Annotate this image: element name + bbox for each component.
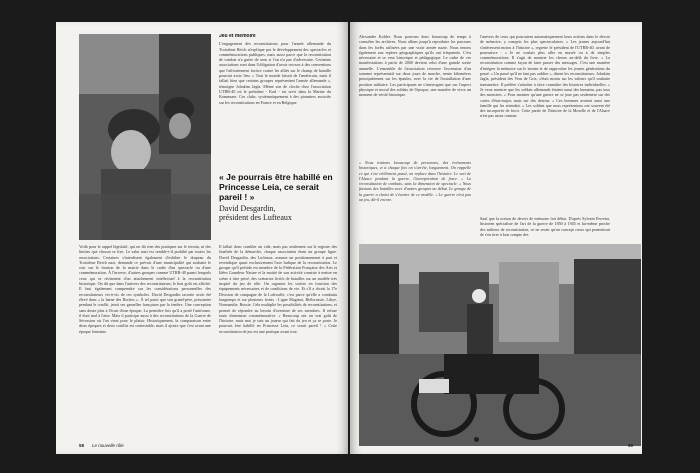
photo-boy-helmet xyxy=(79,34,211,240)
page-number-right: 59 xyxy=(627,443,633,448)
quote-author: David Desgardin, xyxy=(219,204,276,213)
section-name: Le nouvelle rôle xyxy=(92,443,124,448)
section-heading: Jeu et mémoire xyxy=(219,34,256,39)
pull-quote: « Je pourrais être habillé en Princesse Leia, ce serait pareil ! » xyxy=(219,172,333,202)
left-column-top xyxy=(219,34,331,158)
page-marker-dot xyxy=(474,437,479,442)
photo-motorcycle xyxy=(359,244,641,446)
left-column-bottom xyxy=(79,244,211,436)
right-page-column-right xyxy=(480,34,610,214)
right-column-bottom xyxy=(219,244,337,436)
right-page-column-right-end xyxy=(480,216,610,242)
article-text: Alexandre Kohler. Nous pouvons donc beaucoup de temps à consulter les archives. Nous allons jusqu'à reproduire les parcours dans les forêts utilisées par une vraie armée nazie. Nous tenons également aux repères géographiques qu'ils ont fréquentés. C'est nécessaire et se veut historique et pédagogique. Le cadre de ces manifestations à partir de 2000 devient celui d'une grande sortie annuelle. L'ensemble de l'association retrouve l'ascension d'un sommet représentatif sur deux jours de marche, trente kilomètres principalement sur les épaules, avec la vie de l'installation d'une position militaire. Les participants ne s'interrogent que sur l'aspect physique et moral des soldats de l'époque, une manière de vivre un moment de vérité historique. xyxy=(359,34,471,98)
right-page-column-left-mid xyxy=(359,160,471,234)
left-page xyxy=(56,22,348,454)
article-text: l'univers de ceux qui pourraient automatiquement leurs actions dans le devoir de mémoire, y compris les plus spectaculaires. « Les jeunes aujourd'hui s'intéressent moins à l'histoire », regrette le président de l'UTRR-40, avant de poursuivre : « Je ne voulais plus aller en musée ou à de simples commémorations. Il s'agit de montrer les choses au-delà du livre. » La reconstitution comme façon de faire passer des messages. C'est une manière d'intégrer la mémoire sur le terrain et de rapprocher les jeunes générations du passé. « Un passé qu'il ne faut pas oublier », disent les reconstituteurs. Johakim Jagla, président des Veru de Grix, s'était moins sur les valeurs qu'il souhaite transmettre. Il préfère s'attacher à faire connaître des histoires individuelles. « Je veux montrer que les soldats allemands étaient aussi des humains, pas tous des monstres. » Pour montrer qu'une guerre ne se joue pas seulement sur des cartes d'état-major, mais sur des destins. « Ces hommes avaient aussi une famille qui les attendait. » Les soldats que nous représentons ont souvent été des incorporés de force. Cette partie de l'histoire de la Moselle et de l'Alsace n'est pas assez connue. xyxy=(480,34,610,119)
page-number-left: 58 xyxy=(79,443,85,448)
article-text: « Nous traitons beaucoup de personnes, des événements historiques, et à chaque fois on s'arrête, longuement. On rappelle ce qui s'est réellement passé, on replace dans l'histoire. Le sort de l'Alsace pendant la guerre, l'incorporation de force. » La reconstitution de combats, sans la dimension de spectacle. « Nous faisions des batailles avec d'autres groupes au début. Le groupe de la guerre a choisi de s'écarter de ce modèle. » Le guerre n'est pas un jeu, dit-il encore. xyxy=(359,160,471,203)
article-text: Sauf que la notion de devoir de mémoire fait débat. D'après Sylvain Ferreira, historien spécialiste de l'art de la guerre de 1850 à 1945 et lui-même proche des milieux de reconstitution, ce ne serait qu'un concept creux qui permettrait de s'en tirer à bon compte des xyxy=(480,216,610,237)
right-page xyxy=(350,22,642,454)
quote-author-role: président des Lufteaux xyxy=(219,213,292,222)
article-text: Voilà pour le rappel législatif, qui ne dit rien des pratiques sur le terrain, ni des limites que chacun se fixe. Le salut nazi est semble-t-il prohibé par toutes les associations. Certaines s'interdisent également d'exhiber le drapeau du Troisième Reich nazi, demande ce prévoir d'une municipalité qui souhaite le voir sur le fronton de la mairie dans le cadre d'un spectacle ou d'une commémoration. À l'inverse, d'autres groupes comme UTRR-40 parmi lesquels ceux qui se réclament d'un attachement intellectuel à la reconstitution historique. On dit que dans l'univers des reconstituteurs, le bon goût est affiché. Il faut également comprendre sur les considérations personnelles des reconstituteurs vis-à-vis de ces symboles. David Desgardin raconte avoir été élevé dans « la haine des Boches ». À tel point que son grand-père, prisonnier pendant le conflit, jetait ses gamelles françaises par la fenêtre. Une conception sans doute plus à l'écart d'une époque. La première fois qu'il a porté l'uniforme, il était mal à l'aise. Mais il participe aussi à des reconstitutions de la Guerre de Sécession où l'on vient pour le plaisir. Historiquement, la comparaison entre deux époques et deux conflits est contestable, mais il ajoute que c'est avant une époque lointaine. xyxy=(79,244,211,334)
right-page-column-left-top xyxy=(359,34,471,158)
article-text: Il fallait donc combler un vide, mais pas seulement sur le registre des finalités de la démarche, chaque association étant un groupe ligue. David Desgardin, des Lufteaux, assume un positionnement à part et revendique quasi exclusivement l'axe ludique de la reconstitution. Le groupe qu'il préside est membre de la Fédération Française des Arts et Idées Grandeur Nature et la moitié de son activité consiste à mettre en scène à titre privé, des scénarios fictifs de batailles sur un modèle très inspiré du jeu de rôle. On organise les sorties en fonction des équipements nécessaires et de conditions de vie. Et s'il a choisi la 17e Division de campagne de la Luftwaffe, c'est parce qu'elle a combattu longtemps et sur plusieurs fronts : Ligne Maginot, Biélorussie, Libye, Normandie, Russie. Cela multiplie les possibilités de reconstitutions, et permet de répondre au besoin d'aventure de ses membres. Il refuse toute dimension commémorative. « Beaucoup ont un vrai goût de l'histoire, mais moi je suis un joueur qui fait du jeu et ça se porte. Je pourrais être habillé en Princesse Leia, ce serait pareil ! » Cette reconstitution de jeu est une pratique avant tout. xyxy=(219,244,337,334)
article-text: L'engagement des reconstituteurs pour l'armée allemande du Troisième Reich n'explique par le développement des spectacles et commémorations publiques, mais aussi parce que la reconstitution de combat n'a guère de sens si l'on n'a pas d'adversaire. Certaines associations sont dans l'obligation d'avoir recours à des conventions que l'affrontement factice contre les alliés sur le champ de bataille pourrait avoir lieu. « Tout le monde faisait de l'américain, mais il fallait bien que certains groupes représentent l'armée allemande », témoigne Johakim Jagla. Même son de cloche chez l'association UTRR-40 où le président - Karl - est servi dans la Marine du Kommune. Ces clubs, systématiquement à des pionniers associés sur les reconstitutions en France et en Belgique. xyxy=(219,41,331,105)
